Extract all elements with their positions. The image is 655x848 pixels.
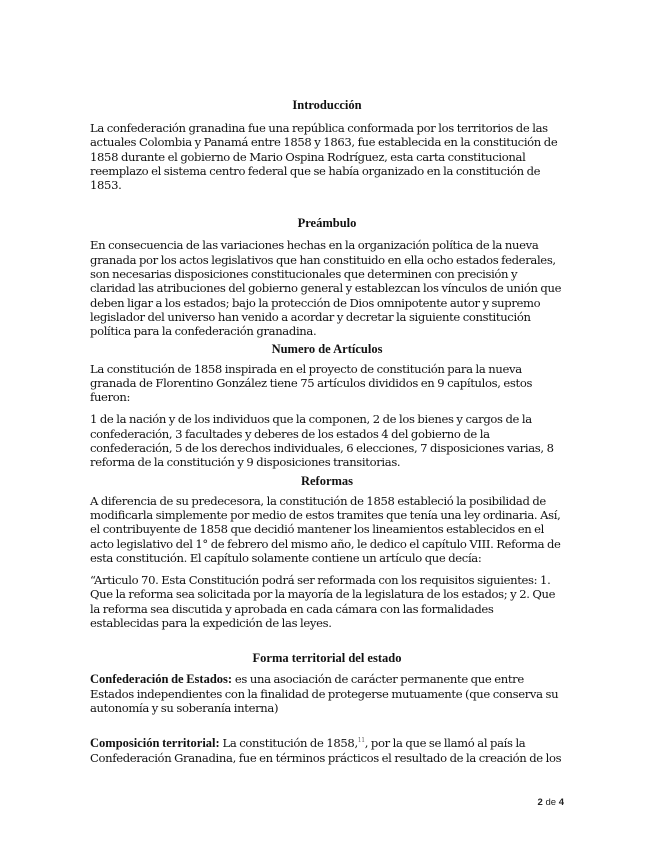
paragraph-composicion-territorial bbox=[90, 736, 564, 765]
text-composicion-rest: , por la que se llamó al país la Confederación Granadina, fue en términos prácticos el resultado de la creación de los bbox=[90, 736, 562, 765]
current-page-number: 2 bbox=[537, 797, 543, 808]
paragraph-reformas-2: “Articulo 70. Esta Constitución podrá ser reformada con los requisitos siguientes: 1. Que la reforma sea solicitada por la mayoría de la legislatura de los estados; y 2. Que la reforma sea discutida y aprobada en cada cámara con las formalidades establecidas para la expedición de las leyes. bbox=[90, 573, 556, 631]
total-pages-number: 4 bbox=[558, 797, 564, 808]
paragraph-confederacion-estados bbox=[90, 672, 564, 715]
paragraph-introduccion: La confederación granadina fue una república conformada por los territorios de las actuales Colombia y Panamá entre 1858 y 1863, fue establecida en la constitución de 1858 durante el gobierno de Mario Ospina Rodríguez, esta carta constitucional reemplazo el sistema centro federal que se había organizado en la constitución de 1853. bbox=[90, 121, 558, 193]
heading-introduccion: Introducción bbox=[292, 98, 362, 112]
paragraph-numero-articulos-2: 1 de la nación y de los individuos que la componen, 2 de los bienes y cargos de la confederación, 3 facultades y deberes de los estados 4 del gobierno de la confederación, 5 de los derechos individuales, 6 elecciones, 7 disposiciones varias, 8 reforma de la constitución y 9 disposiciones transitorias. bbox=[90, 412, 554, 470]
definition-confederacion: es una asociación de carácter permanente que entre Estados independientes con la finalidad de protegerse mutuamente (que conserva su autonomía y su soberanía interna) bbox=[90, 672, 559, 715]
term-composicion: Composición territorial: bbox=[90, 736, 220, 751]
heading-forma-territorial: Forma territorial del estado bbox=[252, 651, 402, 666]
paragraph-numero-articulos-1: La constitución de 1858 inspirada en el proyecto de constitución para la nueva granada de Florentino González tiene 75 artículos divididos en 9 capítulos, estos fueron: bbox=[90, 361, 533, 405]
spacer bbox=[90, 565, 564, 573]
page-number-footer bbox=[520, 797, 564, 808]
heading-reformas: Reformas bbox=[300, 473, 354, 488]
page-content bbox=[90, 98, 564, 765]
term-confederacion: Confederación de Estados: bbox=[90, 672, 233, 687]
spacer bbox=[90, 192, 564, 216]
text-composicion-start: La constitución de 1858, bbox=[219, 736, 358, 751]
page-separator: de bbox=[545, 797, 557, 808]
heading-preambulo: Preámbulo bbox=[297, 216, 357, 231]
spacer bbox=[90, 630, 564, 651]
paragraph-preambulo: En consecuencia de las variaciones hechas en la organización política de la nueva granada por los actos legislativos que han constituido en ella ocho estados federales, son necesarias disposiciones constitucionales que determinen con precisión y claridad las atribuciones del gobierno general y establezcan los vínculos de unión que deben ligar a los estados; bajo la protección de Dios omnipotente autor y supremo legislador del universo han venido a acordar y decretar la siguiente constitución política para la confederación granadina. bbox=[90, 238, 562, 339]
spacer bbox=[90, 715, 564, 736]
paragraph-reformas-1: A diferencia de su predecesora, la constitución de 1858 estableció la posibilidad de modificarla simplemente por medio de estos tramites que tenía una ley ordinaria. Así, el contribuyente de 1858 que decidió mantener los lineamientos establecidos en el acto legislativo del 1° de febrero del mismo año, le dedico el capítulo VIII. Reforma de esta constitución. El capítulo solamente contiene un artículo que decía: bbox=[90, 493, 561, 565]
footnote-reference[interactable]: 11 bbox=[357, 737, 365, 745]
spacer bbox=[90, 404, 564, 412]
heading-numero-articulos: Numero de Artículos bbox=[271, 341, 383, 356]
